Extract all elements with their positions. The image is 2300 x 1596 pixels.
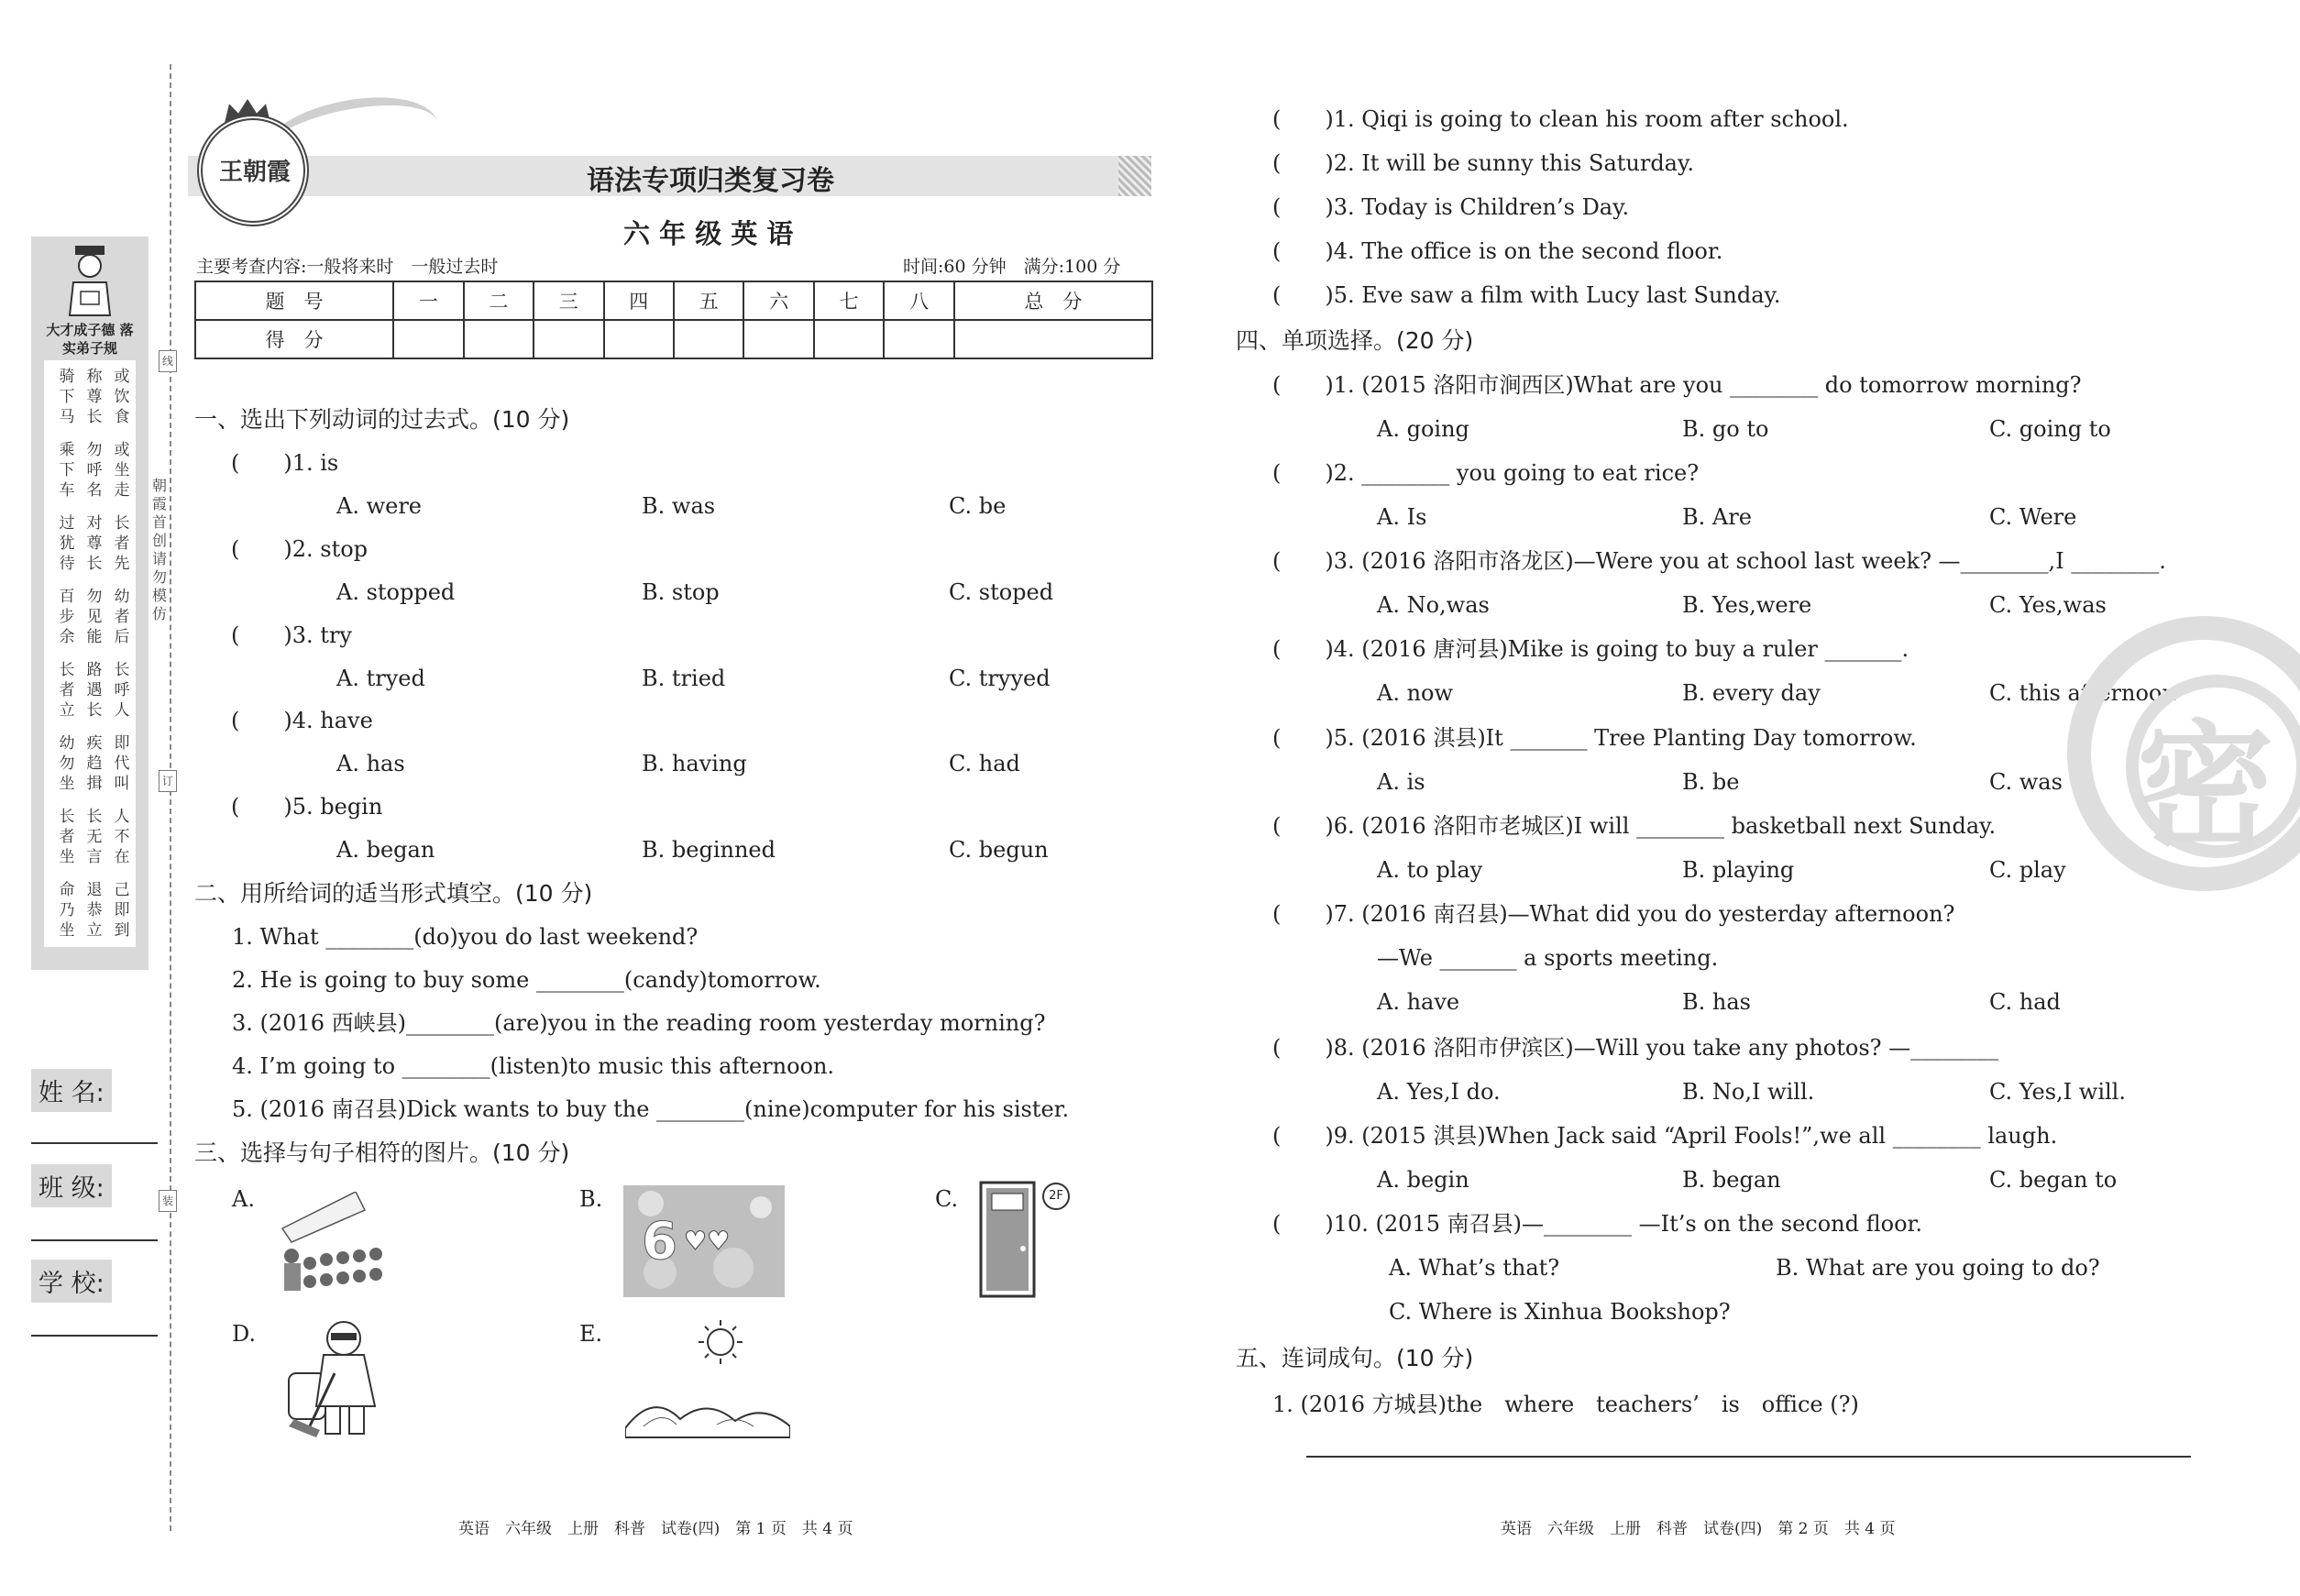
class-label: 班 级: [31, 1164, 112, 1207]
confidential-stamp [2067, 616, 2300, 891]
page2-footer: 英语 六年级 上册 科普 试卷(四) 第 2 页 共 4 页 [1501, 1520, 1896, 1538]
score-header-cell: 三 [534, 281, 603, 320]
choice-question-stem: ( )1. (2015 洛阳市涧西区)What are you ________ do tomorrow morning? [1272, 372, 2082, 398]
option: A. were [336, 493, 423, 519]
option: A. have [1377, 989, 1460, 1015]
option: C. Yes,I will. [1989, 1079, 2126, 1105]
picture-label-a: A. [232, 1186, 255, 1212]
option: C. Where is Xinhua Bookshop? [1389, 1299, 1731, 1325]
section5-title: 五、连词成句。(10 分) [1236, 1345, 1474, 1371]
option: C. began to [1989, 1167, 2118, 1193]
picture-match-question: ( )5. Eve saw a film with Lucy last Sunday. [1272, 282, 1781, 308]
choice-question-stem: ( )10. (2015 南召县)—________ —It’s on the second floor. [1272, 1211, 1922, 1237]
score-header-cell: 一 [393, 281, 463, 320]
score-header-cell: 总 分 [954, 281, 1152, 320]
score-input-cell[interactable] [604, 320, 674, 358]
proverb-column: 命乃坐 [59, 881, 75, 940]
option: A. stopped [336, 579, 456, 605]
score-header-cell: 六 [743, 281, 813, 320]
option: B. stop [642, 579, 720, 605]
question-stem: ( )1. is [231, 450, 339, 476]
school-field[interactable] [31, 1335, 158, 1337]
office-door-picture [979, 1181, 1036, 1302]
logo-text: 王朝霞 [219, 159, 292, 186]
picture-match-question: ( )2. It will be sunny this Saturday. [1272, 150, 1694, 176]
name-field[interactable] [31, 1142, 158, 1144]
brand-logo [197, 115, 309, 226]
option: B. was [642, 493, 716, 519]
score-header-cell: 四 [604, 281, 674, 320]
page1-footer: 英语 六年级 上册 科普 试卷(四) 第 1 页 共 4 页 [458, 1520, 853, 1538]
childrens-day-picture [623, 1185, 785, 1301]
option: A. is [1377, 769, 1425, 795]
option: C. had [1989, 989, 2061, 1015]
score-header-cell: 八 [884, 281, 953, 320]
proverb-column: 人不在 [114, 808, 130, 866]
score-header-cell: 五 [674, 281, 743, 320]
cleaning-picture [280, 1318, 408, 1445]
school-label: 学 校: [31, 1260, 112, 1303]
subject-title: 六 年 级 英 语 [623, 218, 794, 249]
option: A. What’s that? [1389, 1255, 1560, 1281]
option: C. had [949, 751, 1020, 776]
score-table [194, 281, 1153, 359]
proverb-column: 长者坐 [59, 808, 75, 866]
option: B. has [1682, 989, 1751, 1015]
option: C. play [1989, 857, 2066, 883]
option: A. tryed [336, 666, 425, 691]
score-input-cell[interactable] [954, 320, 1152, 358]
picture-match-question: ( )1. Qiqi is going to clean his room after school. [1272, 106, 1849, 132]
choice-question-stem: ( )3. (2016 洛阳市洛龙区)—Were you at school last week? —________,I ________. [1272, 548, 2166, 574]
option: B. No,I will. [1682, 1079, 1815, 1105]
choice-question-stem: ( )5. (2016 淇县)It _______ Tree Planting Day tomorrow. [1272, 725, 1917, 751]
copyright-note: 朝霞首创 请勿模仿 [151, 477, 167, 622]
option: B. go to [1682, 416, 1769, 442]
proverb-column: 长呼人 [114, 661, 130, 720]
option: C. this afternoon [1989, 680, 2176, 706]
section1-title: 一、选出下列动词的过去式。(10 分) [194, 406, 570, 433]
option: A. going [1377, 416, 1469, 442]
score-input-cell[interactable] [884, 320, 953, 358]
proverb-column: 勿见能 [86, 588, 103, 646]
proverb-column: 长者先 [114, 514, 130, 573]
binding-motto: 大才成子德 落实弟子规 [46, 322, 134, 357]
proverb-column: 百步余 [59, 588, 75, 646]
choice-question-stem: ( )4. (2016 唐河县)Mike is going to buy a ruler _______. [1272, 636, 1909, 662]
choice-question-stem: ( )2. ________ you going to eat rice? [1272, 460, 1700, 486]
floor-badge-text: 2F [1049, 1189, 1063, 1203]
proverb-column: 或坐走 [114, 441, 130, 500]
fill-blank-item: 2. He is going to buy some ________(candy)tomorrow. [232, 967, 821, 993]
score-row-label: 得 分 [195, 320, 393, 358]
binding-marker: 装 [159, 1190, 177, 1212]
band-pattern [1118, 156, 1151, 196]
proverb-column: 骑下马 [59, 368, 75, 426]
choice-question-stem: ( )7. (2016 南召县)—What did you do yesterday afternoon? [1272, 901, 1955, 927]
question-stem: ( )3. try [231, 622, 352, 648]
option: C. going to [1989, 416, 2111, 442]
binding-marker: 线 [159, 350, 177, 372]
option: A. No,was [1377, 592, 1490, 618]
picture-label-b: B. [579, 1186, 603, 1212]
choice-question-stem: ( )6. (2016 洛阳市老城区)I will ________ basketball next Sunday. [1272, 813, 1997, 839]
option: B. playing [1682, 857, 1795, 883]
sunny-weather-picture [625, 1318, 790, 1450]
choice-question-stem: ( )9. (2015 淇县)When Jack said “April Fools!”,we all ________ laugh. [1272, 1123, 2058, 1149]
option: B. Yes,were [1682, 592, 1812, 618]
option: C. stoped [949, 579, 1054, 605]
option: A. began [336, 837, 435, 863]
option: C. Yes,was [1989, 592, 2107, 618]
score-input-cell[interactable] [814, 320, 884, 358]
class-field[interactable] [31, 1239, 158, 1241]
option: C. tryyed [949, 666, 1051, 691]
proverb-column: 路遇长 [86, 661, 103, 720]
picture-match-question: ( )3. Today is Children’s Day. [1272, 194, 1630, 220]
exam-title: 语法专项归类复习卷 [587, 165, 834, 197]
proverb-column: 勿呼名 [86, 441, 103, 500]
fill-blank-item: 3. (2016 西峡县)________(are)you in the reading room yesterday morning? [232, 1010, 1046, 1036]
score-input-cell[interactable] [674, 320, 743, 358]
proverb-column: 或饮食 [114, 368, 130, 426]
floor-badge [1042, 1183, 1070, 1210]
proverb-column: 退恭立 [86, 881, 103, 940]
name-label: 姓 名: [31, 1069, 112, 1112]
option: C. begun [949, 837, 1049, 863]
proverb-column: 即代叫 [114, 734, 130, 793]
option: B. beginned [642, 837, 776, 863]
score-input-cell[interactable] [393, 320, 463, 358]
proverb-column: 长无言 [86, 808, 103, 866]
choice-question-stem: ( )8. (2016 洛阳市伊滨区)—Will you take any photos? —________ [1272, 1035, 1999, 1061]
picture-label-d: D. [232, 1321, 257, 1347]
answer-line[interactable] [1306, 1456, 2191, 1458]
option: C. was [1989, 769, 2063, 795]
picture-match-question: ( )4. The office is on the second floor. [1272, 238, 1723, 264]
fill-blank-item: 5. (2016 南召县)Dick wants to buy the ________(nine)computer for his sister. [232, 1096, 1070, 1122]
option: A. Is [1377, 504, 1427, 530]
section5-item1: 1. (2016 方城县)the where teachers’ is office (?) [1272, 1392, 1859, 1417]
exam-scope: 主要考查内容:一般将来时 一般过去时 [196, 257, 499, 277]
score-header-cell: 七 [814, 281, 884, 320]
proverb-column: 长者立 [59, 661, 75, 720]
option: B. be [1682, 769, 1740, 795]
proverb-column: 疾趋揖 [86, 734, 103, 793]
svg-text:♥♥: ♥♥ [684, 1226, 731, 1256]
option: A. Yes,I do. [1377, 1079, 1501, 1105]
option: B. every day [1682, 680, 1821, 706]
question-stem: ( )4. have [231, 708, 373, 733]
scholar-illustration [66, 246, 114, 319]
section2-title: 二、用所给词的适当形式填空。(10 分) [194, 880, 593, 907]
fill-blank-item: 4. I’m going to ________(listen)to music this afternoon. [232, 1053, 835, 1079]
proverb-column: 己即到 [114, 881, 130, 940]
time-score: 时间:60 分钟 满分:100 分 [903, 257, 1121, 277]
proverb-column: 过犹待 [59, 514, 75, 573]
option: B. having [642, 751, 747, 776]
score-input-cell[interactable] [743, 320, 813, 358]
stamp-character: 密 [2137, 709, 2275, 868]
option: C. Were [1989, 504, 2077, 530]
option: B. What are you going to do? [1776, 1255, 2100, 1281]
cut-line [170, 64, 171, 1531]
score-input-cell[interactable] [464, 320, 534, 358]
option: A. has [336, 751, 405, 776]
option: B. Are [1682, 504, 1752, 530]
proverb-column: 幼者后 [114, 588, 130, 646]
cinema-picture [273, 1192, 392, 1305]
proverb-column: 幼勿坐 [59, 734, 75, 793]
proverb-column: 对尊长 [86, 514, 103, 573]
question-stem: ( )5. begin [231, 794, 383, 820]
option: B. tried [642, 666, 726, 691]
choice-question-stem-reply: —We _______ a sports meeting. [1377, 945, 1719, 971]
proverb-column: 乘下车 [59, 441, 75, 500]
section3-title: 三、选择与句子相符的图片。(10 分) [194, 1139, 570, 1166]
picture-label-e: E. [579, 1321, 603, 1347]
option: C. be [949, 493, 1007, 519]
score-header-cell: 题 号 [195, 281, 393, 320]
score-input-cell[interactable] [534, 320, 603, 358]
fill-blank-item: 1. What ________(do)you do last weekend? [232, 924, 699, 950]
option: A. now [1377, 680, 1454, 706]
proverb-column: 称尊长 [86, 368, 103, 426]
question-stem: ( )2. stop [231, 536, 369, 562]
section4-title: 四、单项选择。(20 分) [1236, 327, 1474, 354]
picture-label-c: C. [935, 1186, 959, 1212]
score-header-cell: 二 [464, 281, 534, 320]
svg-text:6: 6 [642, 1212, 677, 1271]
option: A. begin [1377, 1167, 1469, 1193]
option: B. began [1682, 1167, 1781, 1193]
option: A. to play [1377, 857, 1483, 883]
binding-marker: 订 [159, 770, 177, 792]
